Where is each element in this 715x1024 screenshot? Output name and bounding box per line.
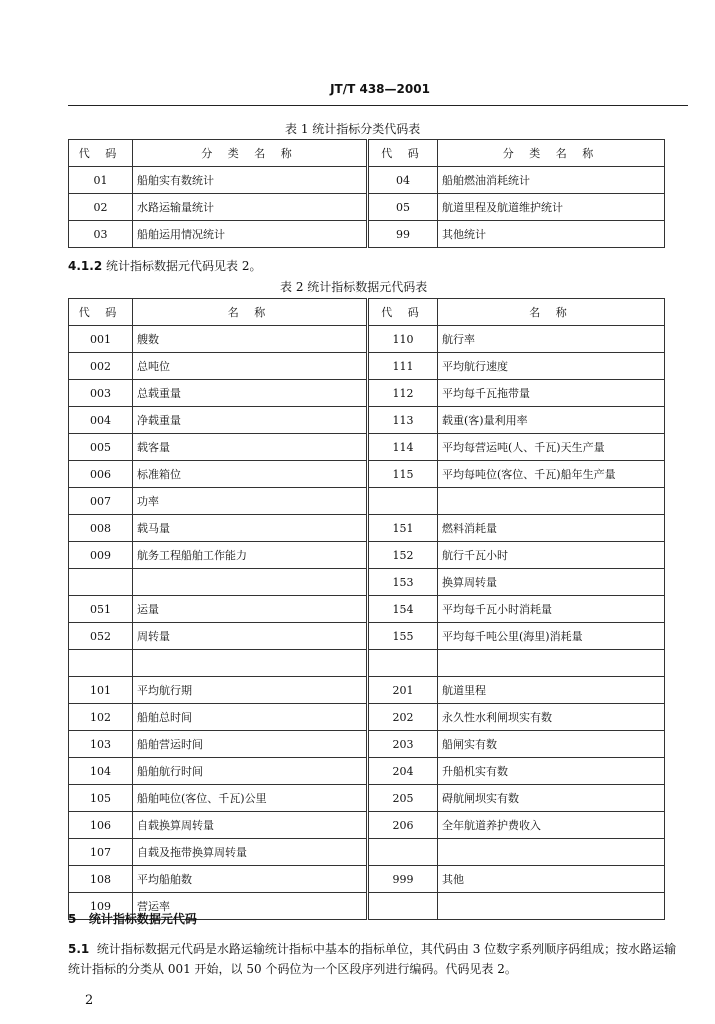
table-row bbox=[69, 434, 665, 461]
table-row bbox=[69, 167, 665, 194]
cell-code: 002 bbox=[69, 353, 133, 380]
cell-code: 004 bbox=[69, 407, 133, 434]
section5-1-number: 5.1 bbox=[68, 942, 90, 956]
table-row bbox=[69, 704, 665, 731]
cell-code: 151 bbox=[368, 515, 438, 542]
cell-code: 204 bbox=[368, 758, 438, 785]
cell-code: 206 bbox=[368, 812, 438, 839]
cell-code: 107 bbox=[69, 839, 133, 866]
cell-code: 05 bbox=[368, 194, 438, 221]
cell-name bbox=[438, 839, 665, 866]
table-row bbox=[69, 353, 665, 380]
cell-name: 平均每吨位(客位、千瓦)船年生产量 bbox=[438, 461, 665, 488]
cell-name: 周转量 bbox=[133, 623, 368, 650]
cell-name: 船舶营运时间 bbox=[133, 731, 368, 758]
header-rule bbox=[68, 105, 688, 106]
cell-name: 升船机实有数 bbox=[438, 758, 665, 785]
cell-code: 154 bbox=[368, 596, 438, 623]
cell-name: 船舶吨位(客位、千瓦)公里 bbox=[133, 785, 368, 812]
cell-code bbox=[368, 893, 438, 920]
cell-code: 003 bbox=[69, 380, 133, 407]
cell-code: 99 bbox=[368, 221, 438, 248]
cell-name: 永久性水利闸坝实有数 bbox=[438, 704, 665, 731]
cell-name: 平均每营运吨(人、千瓦)天生产量 bbox=[438, 434, 665, 461]
cell-name bbox=[133, 650, 368, 677]
cell-name bbox=[438, 650, 665, 677]
table-row bbox=[69, 650, 665, 677]
cell-code: 112 bbox=[368, 380, 438, 407]
table-row bbox=[69, 380, 665, 407]
table-row bbox=[69, 407, 665, 434]
cell-code: 999 bbox=[368, 866, 438, 893]
table2-body bbox=[69, 326, 665, 920]
table2-header-code-a: 代 码 bbox=[69, 299, 133, 326]
table-row bbox=[69, 515, 665, 542]
cell-name: 船舶总时间 bbox=[133, 704, 368, 731]
cell-code: 009 bbox=[69, 542, 133, 569]
table-row bbox=[69, 596, 665, 623]
cell-code: 110 bbox=[368, 326, 438, 353]
table1-caption: 表 1 统计指标分类代码表 bbox=[285, 122, 421, 136]
table1-header-code-a: 代 码 bbox=[69, 140, 133, 167]
cell-name: 总吨位 bbox=[133, 353, 368, 380]
cell-name: 航道里程 bbox=[438, 677, 665, 704]
table-row bbox=[69, 542, 665, 569]
cell-code: 113 bbox=[368, 407, 438, 434]
table-row bbox=[69, 785, 665, 812]
cell-code: 01 bbox=[69, 167, 133, 194]
table-row bbox=[69, 326, 665, 353]
table-row bbox=[69, 677, 665, 704]
cell-code: 205 bbox=[368, 785, 438, 812]
cell-name: 标准箱位 bbox=[133, 461, 368, 488]
table-row bbox=[69, 866, 665, 893]
cell-code: 02 bbox=[69, 194, 133, 221]
cell-name: 碍航闸坝实有数 bbox=[438, 785, 665, 812]
cell-name: 其他 bbox=[438, 866, 665, 893]
table-row bbox=[69, 839, 665, 866]
cell-name: 平均船舶数 bbox=[133, 866, 368, 893]
cell-name: 船舶燃油消耗统计 bbox=[438, 167, 665, 194]
cell-code: 103 bbox=[69, 731, 133, 758]
cell-code bbox=[368, 839, 438, 866]
cell-code: 201 bbox=[368, 677, 438, 704]
standard-number: JT/T 438—2001 bbox=[330, 82, 430, 96]
cell-code: 114 bbox=[368, 434, 438, 461]
table-row bbox=[69, 812, 665, 839]
cell-name: 船舶实有数统计 bbox=[133, 167, 368, 194]
cell-code: 115 bbox=[368, 461, 438, 488]
cell-code: 153 bbox=[368, 569, 438, 596]
table-row bbox=[69, 569, 665, 596]
section5-1-paragraph bbox=[68, 939, 688, 979]
cell-name: 艘数 bbox=[133, 326, 368, 353]
table2-header-name-a: 名 称 bbox=[133, 299, 368, 326]
cell-name: 总载重量 bbox=[133, 380, 368, 407]
section5-1-text: 统计指标数据元代码是水路运输统计指标中基本的指标单位，其代码由 3 位数字系列顺序码组成；按水路运输统计指标的分类从 001 开始，以 50 个码位为一个区段序列进行编码。代码见表 2。 bbox=[68, 942, 677, 976]
cell-name: 船舶航行时间 bbox=[133, 758, 368, 785]
cell-name: 载客量 bbox=[133, 434, 368, 461]
cell-name: 营运率 bbox=[133, 893, 368, 920]
table1-header-row bbox=[69, 140, 665, 167]
table2-header-name-b: 名 称 bbox=[438, 299, 665, 326]
cell-code bbox=[368, 650, 438, 677]
cell-name: 全年航道养护费收入 bbox=[438, 812, 665, 839]
cell-code: 106 bbox=[69, 812, 133, 839]
cell-name: 航行千瓦小时 bbox=[438, 542, 665, 569]
table2 bbox=[68, 298, 665, 920]
cell-name: 其他统计 bbox=[438, 221, 665, 248]
cell-name: 平均航行速度 bbox=[438, 353, 665, 380]
table1-header-name-b: 分 类 名 称 bbox=[438, 140, 665, 167]
cell-name: 平均每千吨公里(海里)消耗量 bbox=[438, 623, 665, 650]
cell-code: 203 bbox=[368, 731, 438, 758]
cell-name: 船闸实有数 bbox=[438, 731, 665, 758]
table1 bbox=[68, 139, 665, 248]
cell-code: 001 bbox=[69, 326, 133, 353]
cell-code: 006 bbox=[69, 461, 133, 488]
cell-name bbox=[133, 569, 368, 596]
table-row bbox=[69, 488, 665, 515]
cell-code: 155 bbox=[368, 623, 438, 650]
cell-name: 功率 bbox=[133, 488, 368, 515]
cell-code: 111 bbox=[368, 353, 438, 380]
table-row bbox=[69, 731, 665, 758]
cell-code: 007 bbox=[69, 488, 133, 515]
table-row bbox=[69, 758, 665, 785]
intro-paragraph bbox=[68, 256, 668, 276]
cell-name: 换算周转量 bbox=[438, 569, 665, 596]
cell-code: 04 bbox=[368, 167, 438, 194]
cell-name: 平均每千瓦小时消耗量 bbox=[438, 596, 665, 623]
cell-code: 102 bbox=[69, 704, 133, 731]
cell-name: 平均航行期 bbox=[133, 677, 368, 704]
cell-name bbox=[438, 893, 665, 920]
intro-text: 统计指标数据元代码见表 2。 bbox=[106, 259, 262, 273]
table-row bbox=[69, 194, 665, 221]
cell-name: 载马量 bbox=[133, 515, 368, 542]
cell-code: 202 bbox=[368, 704, 438, 731]
section5-number: 5 bbox=[68, 912, 77, 926]
cell-code: 104 bbox=[69, 758, 133, 785]
cell-code bbox=[69, 569, 133, 596]
table-row bbox=[69, 221, 665, 248]
cell-name bbox=[438, 488, 665, 515]
cell-code: 105 bbox=[69, 785, 133, 812]
cell-code: 008 bbox=[69, 515, 133, 542]
cell-name: 平均每千瓦拖带量 bbox=[438, 380, 665, 407]
section5-title: 统计指标数据元代码 bbox=[88, 912, 197, 926]
cell-name: 运量 bbox=[133, 596, 368, 623]
cell-name: 水路运输量统计 bbox=[133, 194, 368, 221]
cell-name: 航务工程船舶工作能力 bbox=[133, 542, 368, 569]
cell-name: 船舶运用情况统计 bbox=[133, 221, 368, 248]
intro-number: 4.1.2 bbox=[68, 259, 103, 273]
cell-name: 燃料消耗量 bbox=[438, 515, 665, 542]
cell-code: 152 bbox=[368, 542, 438, 569]
cell-name: 航道里程及航道维护统计 bbox=[438, 194, 665, 221]
cell-name: 净载重量 bbox=[133, 407, 368, 434]
cell-code: 052 bbox=[69, 623, 133, 650]
table-row bbox=[69, 623, 665, 650]
table1-header-code-b: 代 码 bbox=[368, 140, 438, 167]
table2-header-row bbox=[69, 299, 665, 326]
cell-code: 005 bbox=[69, 434, 133, 461]
cell-code bbox=[69, 650, 133, 677]
cell-code: 108 bbox=[69, 866, 133, 893]
cell-code: 101 bbox=[69, 677, 133, 704]
cell-name: 航行率 bbox=[438, 326, 665, 353]
cell-name: 载重(客)量利用率 bbox=[438, 407, 665, 434]
cell-code: 109 bbox=[69, 893, 133, 920]
table2-caption: 表 2 统计指标数据元代码表 bbox=[280, 280, 428, 294]
cell-name: 自载及拖带换算周转量 bbox=[133, 839, 368, 866]
cell-code bbox=[368, 488, 438, 515]
cell-name: 自载换算周转量 bbox=[133, 812, 368, 839]
table1-header-name-a: 分 类 名 称 bbox=[133, 140, 368, 167]
cell-code: 051 bbox=[69, 596, 133, 623]
section5-heading bbox=[68, 909, 197, 929]
table2-header-code-b: 代 码 bbox=[368, 299, 438, 326]
table-row bbox=[69, 461, 665, 488]
page-number: 2 bbox=[85, 993, 94, 1008]
cell-code: 03 bbox=[69, 221, 133, 248]
